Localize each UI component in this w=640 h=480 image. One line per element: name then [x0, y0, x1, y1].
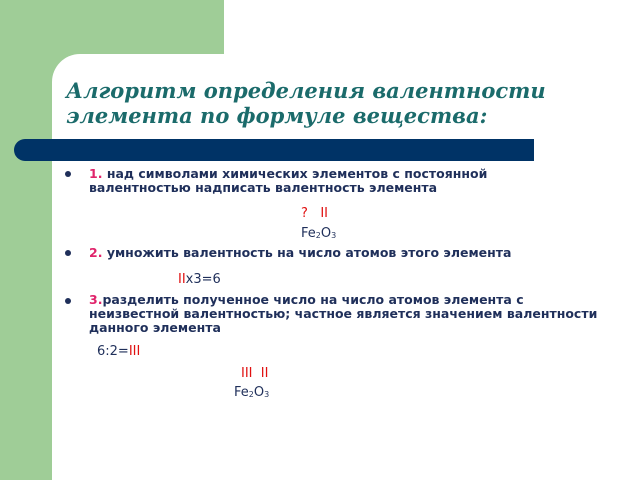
- step-1: [89, 167, 569, 195]
- background-corner: [224, 0, 640, 54]
- step-2-number: 2.: [89, 245, 103, 260]
- multiply-expr: x3=6: [185, 272, 221, 287]
- formula-1-element-fe: Fe: [301, 226, 316, 241]
- title-line-2: элемента по формуле вещества:: [66, 103, 488, 128]
- bullet-2: [65, 250, 71, 256]
- step-2-text: умножить валентность на число атомов этого элемента: [106, 245, 512, 260]
- formula-1-index-fe: 2: [315, 231, 321, 240]
- divide-expr: 6:2=: [97, 344, 129, 359]
- bullet-3: [65, 298, 71, 304]
- step-1-number: 1.: [89, 166, 103, 181]
- formula-1-valences: [301, 206, 328, 222]
- formula-1-index-o: 3: [331, 231, 337, 240]
- formula-2-index-fe: 2: [248, 390, 254, 399]
- title-line-1: Алгоритм определения валентности: [66, 78, 546, 103]
- step-3-number: 3.: [89, 292, 103, 307]
- divide-expression: [97, 344, 140, 360]
- multiply-valence: II: [178, 272, 186, 287]
- formula-2-valence-o: II: [260, 366, 269, 381]
- step-1-text: над символами химических элементов с постоянной валентностью надписать валентность элемента: [89, 166, 488, 195]
- step-3-text: разделить полученное число на число атомов элемента с неизвестной валентностью; частное является значением валентности данного элемента: [89, 292, 598, 335]
- formula-2-valences: [241, 366, 268, 382]
- multiply-expression: [178, 272, 221, 288]
- formula-1-valence-fe: ?: [301, 206, 308, 221]
- formula-2-element-o: O: [253, 385, 265, 400]
- formula-1-valence-o: II: [320, 206, 328, 221]
- formula-1: [301, 226, 336, 243]
- formula-2: [234, 385, 269, 402]
- bullet-1: [65, 171, 71, 177]
- title-divider-bar: [14, 139, 534, 161]
- step-2: [89, 246, 579, 260]
- slide-title: [66, 78, 586, 128]
- formula-2-index-o: 3: [264, 390, 270, 399]
- divide-result: III: [128, 344, 141, 359]
- formula-1-element-o: O: [320, 226, 332, 241]
- formula-2-valence-fe: III: [241, 366, 253, 381]
- step-3: [89, 293, 599, 335]
- formula-2-element-fe: Fe: [234, 385, 249, 400]
